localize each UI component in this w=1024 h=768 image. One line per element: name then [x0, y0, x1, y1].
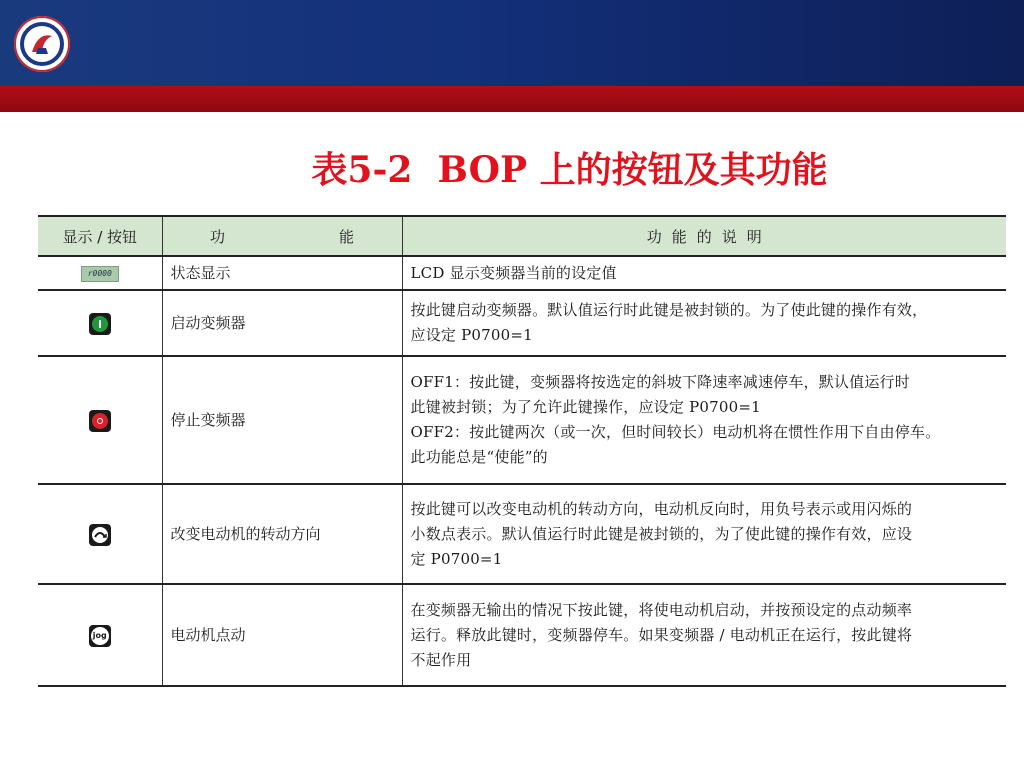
header-function: 功 能: [162, 216, 402, 256]
button-function-table: [38, 215, 1006, 687]
start-button-icon: [89, 313, 111, 335]
lcd-display-icon: r0000: [81, 266, 119, 282]
function-name: 改变电动机的转动方向: [162, 484, 402, 584]
function-description: 按此键可以改变电动机的转动方向，电动机反向时，用负号表示或用闪烁的 小数点表示。默认值运行时此键是被封锁的，为了使此键的操作有效，应设 定 P0700=1: [402, 484, 1006, 584]
table-row: [38, 256, 1006, 290]
function-description: 按此键启动变频器。默认值运行时此键是被封锁的。为了使此键的操作有效， 应设定 P0700=1: [402, 290, 1006, 356]
table-row: [38, 484, 1006, 584]
function-name: 停止变频器: [162, 356, 402, 484]
header-display-button: 显示 / 按钮: [38, 216, 162, 256]
stop-button-icon: [89, 410, 111, 432]
table-row: [38, 290, 1006, 356]
university-emblem-icon: [12, 14, 72, 74]
header-band: [0, 0, 1024, 86]
table-header-row: [38, 216, 1006, 256]
page-title: 表5-2 BOP 上的按钮及其功能: [311, 149, 828, 191]
function-description: OFF1：按此键，变频器将按选定的斜坡下降速率减速停车，默认值运行时 此键被封锁；为了允许此键操作，应设定 P0700=1 OFF2：按此键两次（或一次，但时间较长）电动机将在惯性作用下自由停车。 此功能总是“使能”的: [402, 356, 1006, 484]
table-row: [38, 584, 1006, 686]
reverse-direction-button-icon: [89, 524, 111, 546]
function-description: LCD 显示变频器当前的设定值: [402, 256, 1006, 290]
function-name: 状态显示: [162, 256, 402, 290]
function-name: 启动变频器: [162, 290, 402, 356]
function-name: 电动机点动: [162, 584, 402, 686]
accent-band: [0, 86, 1024, 112]
table-row: [38, 356, 1006, 484]
function-description: 在变频器无输出的情况下按此键，将使电动机启动，并按预设定的点动频率 运行。释放此键时，变频器停车。如果变频器 / 电动机正在运行，按此键将 不起作用: [402, 584, 1006, 686]
header-description: 功能的说明: [402, 216, 1006, 256]
jog-button-icon: jog: [89, 625, 111, 647]
